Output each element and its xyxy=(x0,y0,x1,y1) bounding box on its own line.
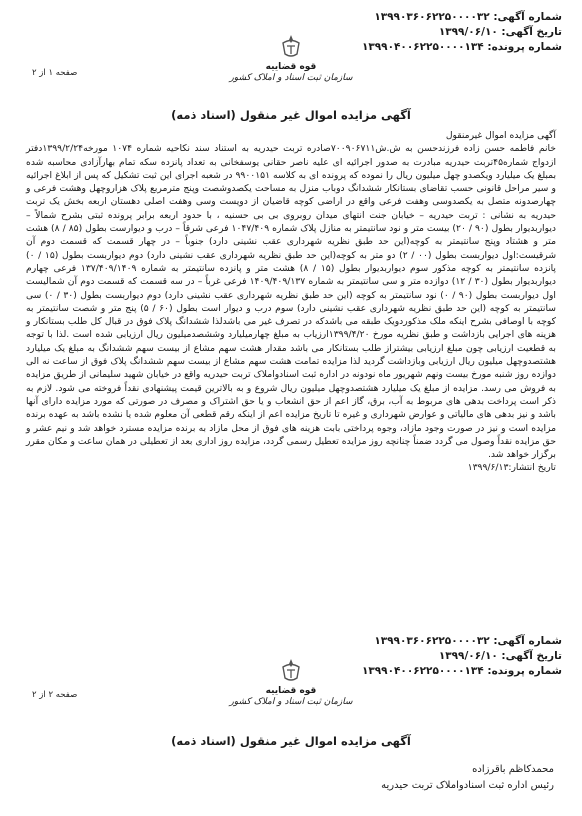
page-number: صفحه ۱ از ۲ xyxy=(32,68,78,78)
signer-name: محمدکاظم باقرزاده xyxy=(472,764,554,775)
judiciary-emblem-icon xyxy=(280,34,302,58)
emblem2-brand: قوه قضاییه xyxy=(265,686,317,696)
emblem-brand: قوه قضاییه xyxy=(265,62,317,72)
notice2-date: تاریخ آگهی: ۱۳۹۹/۰۶/۱۰ xyxy=(438,650,562,662)
notice-body-text: خانم فاطمه حسن زاده فرزندحسن به ش.ش۷۰۰۹۰۶۷۱۱صادره تربت حیدریه به استناد سند نکاحیه شماره ۱۰۷۴ مورخه۱۳۹۹/۲/۲۴دفتر ازدواج شماره۴۵تربت حیدریه مبادرت به صدور اجرائیه ای علیه ناصر حقانی یوسفخانی به تعداد پانزده سکه تمام بهارآزادی محاسبه شده بمبلغ یک میلیارد ویکصدو چهل میلیون ریال را نموده که پرونده ای به کلاسه ۹۹۰۰۱۵۱ در شعبه اجرای این ثبت تشکیل که پس از ابلاغ اجرائیه و سیر مراحل قانونی حسب تقاضای بستانکار ششدانگ دوباب منزل به مساحت یکصدوشصت وپنج مترمربع پلاک هزاروچهل وهشت فرعی و چهارصدونه متصل به یکصدوسی وهفت فرعی واقع در اراضی کوچه قاضیان از دویست وسی وهفت اصلی دهستان اربعه بخش یک تربت حیدریه به نشانی : تربت حیدریه – خیابان جنت انتهای میدان روبروی بی بی حسنیه ، با حدود اربعه برابر پرونده ثبتی بشرح شمالاً – دیواربدیوار بطول (۹۰ / ۲۰) بیست متر و نود سانتیمتر به منازل پلاک شماره ۱۰۴۷/۴۰۹ فرعی شرقاً – درب و دیوارست بطول (۸۵ / ۸) هشت متر و هشتاد وپنج سانتیمتر به کوچه(این حد طبق نظریه شهرداری عقب نشینی دارد) جنوباً – در چهار قسمت که قسمت دوم آن شرقیست:اول دیواربست بطول (۰۰ / ۲) دو متر به کوچه(این حد طبق نظریه شهرداری عقب نشینی دارد) دوم دیواربست بطول (۱۵ / ۰) پانزده سانتیمتر به کوچه مذکور سوم دیواربدیوار بطول (۱۵ / ۸) هشت متر و پانزده سانتیمتر به شماره ۱۳۷/۴۰۹/۱۴۰۹ فرعی چهارم دیواربدیوار بطول (۳۰ / ۱۲) دوازده متر و سی سانتیمتر به شماره ۱۴۰۹/۴۰۹/۱۳۷ فرعی غرباً – در سه قسمت که قسمت دوم آن شمالیست اول دیواربست بطول (۹۰ / ۰) نود سانتیمتر به کوچه (این حد طبق نظریه شهرداری عقب نشینی دارد) دوم دیواربست بطول (۳۰ / ۰) سی سانتیمتر به کوچه (این حد طبق نظریه شهرداری عقب نشینی دارد) سوم درب و دیوار است بطول (۶۰ / ۵) پنج متر و شصت سانتیمتر به کوچه با اوصافی بشرح اینکه ملک مذکوردویک طبقه می باشدکه در تصرف غیر می باشدلذا ششدانگ پلاک فوق در قبال کل طلب بستانکار و هزینه های اجرایی بازداشت و طبق نظریه مورخ ۱۳۹۹/۴/۲۰ارزیاب به مبلغ چهارمیلیارد وششصدمیلیون ریال ارزیابی شده است .لذا با توجه به قطعیت ارزیابی چون مبلغ ارزیابی بیشتراز طلب بستانکار می باشد مقدار هشت سهم مشاع از بیست سهم ششدانگ به مبلغ یک میلیارد هشتصدوچهل میلیون ریال ارزیابی وبازداشت گردید لذا مزایده تمامت هشت سهم مشاع از بیست سهم ششدانگ پلاک فوق از ساعت نه الی دوازده روز شنبه مورخ بیست ونهم شهریور ماه نودونه در اداره ثبت اسنادواملاک تربت حیدریه واقع در خیابان شهید سلیمانی از طریق مزایده به فروش می رسد. مزایده از مبلغ یک میلیارد هشتصدوچهل میلیون ریال شروع و به بالاترین قیمت پیشنهادی نقداً فروخته می شود. لازم به ذکر است پرداخت بدهی های مربوط به آب، برق، گاز اعم از حق انشعاب و یا حق اشتراک و مصرف در صورتی که مورد مزایده دارای آنها باشد و نیز بدهی های مالیاتی و عوارض شهرداری و غیره تا تاریخ مزایده اعم از اینکه رقم قطعی آن معلوم شده یا نشده باشد به عهده برنده مزایده است و نیز در صورت وجود مازاد، وجوه پرداختی بابت هزینه های فوق از محل مازاد به برنده مزایده مسترد خواهد شد و نیم عشر و حق مزایده نقداً وصول می گردد ضمناً چنانچه روز مزایده تعطیل رسمی گردد، مزایده روز اداری بعد از تعطیلی در همان ساعت و مکان مقرر برگزار خواهد شد. xyxy=(26,143,557,461)
notice2-title: آگهی مزایده اموال غیر منقول (اسناد ذمه) xyxy=(171,734,411,748)
signer-title: رئیس اداره ثبت اسنادواملاک تربت حیدریه xyxy=(381,780,554,791)
emblem2-block xyxy=(211,658,371,708)
page2-number: صفحه ۲ از ۲ xyxy=(32,690,78,700)
publish-date: تاریخ انتشار:۱۳۹۹/۶/۱۳ xyxy=(467,462,556,474)
emblem2-org: سازمان ثبت اسناد و املاک کشور xyxy=(229,697,353,707)
notice2-number: شماره آگهی: ۱۳۹۹۰۳۶۰۶۲۲۵۰۰۰۰۳۲ xyxy=(374,635,562,647)
notice-number: شماره آگهی: ۱۳۹۹۰۳۶۰۶۲۲۵۰۰۰۰۳۲ xyxy=(374,11,562,23)
signature-block xyxy=(381,762,554,794)
notice-title: آگهی مزایده اموال غیر منقول (اسناد ذمه) xyxy=(171,108,411,122)
file-number: شماره پرونده: ۱۳۹۹۰۴۰۰۶۲۲۵۰۰۰۰۱۳۴ xyxy=(361,41,562,53)
emblem-block xyxy=(211,34,371,84)
notice-intro: آگهی مزایده اموال غیرمنقول xyxy=(445,130,556,141)
notice-body xyxy=(26,129,556,475)
notice2-file-number: شماره پرونده: ۱۳۹۹۰۴۰۰۶۲۲۵۰۰۰۰۱۳۴ xyxy=(361,665,562,677)
emblem-org: سازمان ثبت اسناد و املاک کشور xyxy=(229,73,353,83)
notice-date: تاریخ آگهی: ۱۳۹۹/۰۶/۱۰ xyxy=(438,26,562,38)
judiciary-emblem-icon xyxy=(280,658,302,682)
